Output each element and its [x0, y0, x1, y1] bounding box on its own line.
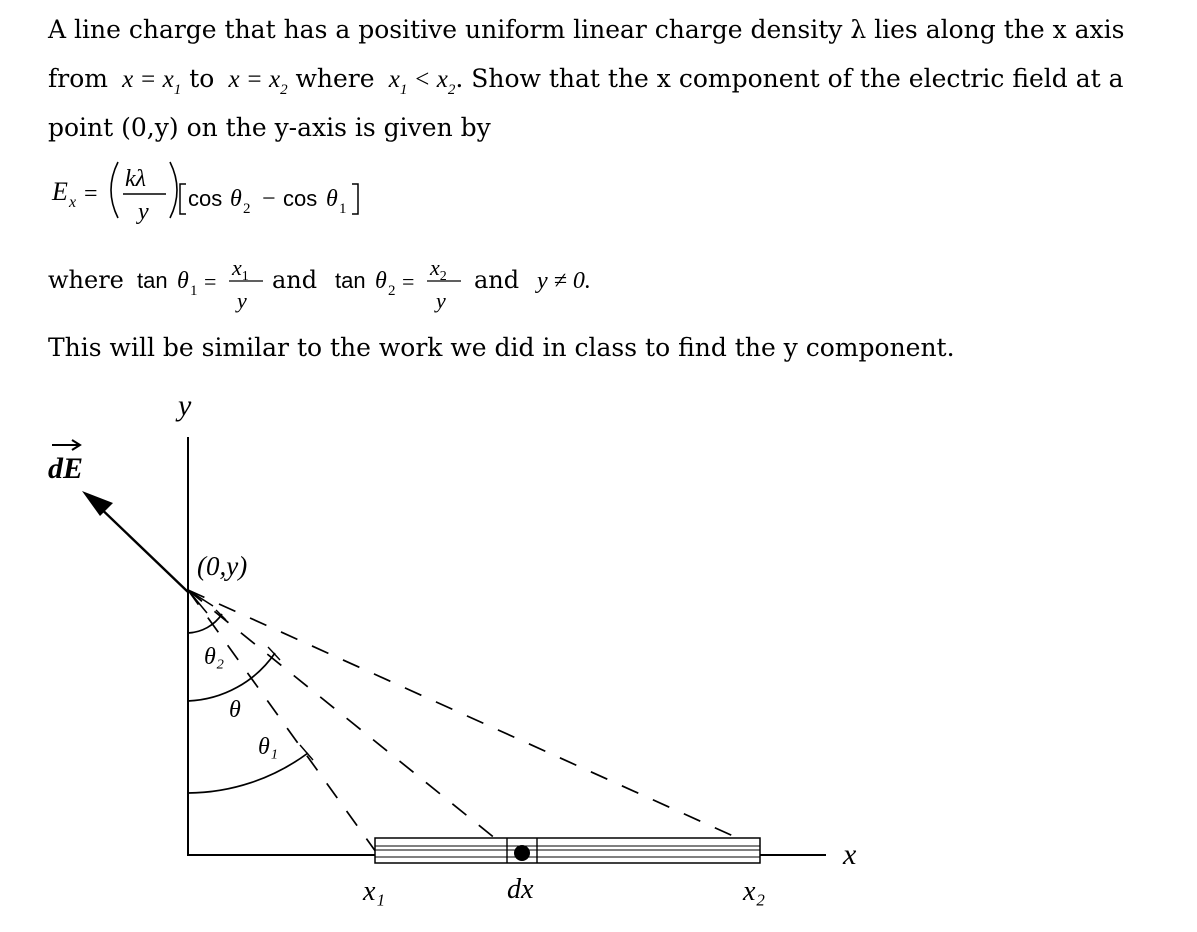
formula-right-bracket: [352, 184, 358, 214]
problem-line-1: [48, 15, 1124, 45]
theta-label: θ: [229, 697, 241, 723]
tan-2-sub: 2: [388, 283, 396, 299]
x2-label: x₂: [743, 876, 766, 907]
tan-2-theta: θ: [375, 268, 387, 294]
formula-left-bracket: [180, 184, 186, 214]
math-x1-less-x2: $x_1 < x_2$: [382, 66, 456, 98]
point-label: (0,y): [197, 551, 248, 581]
de-vector-head: [82, 491, 113, 516]
math-x-equals-x1: $x = x_1$: [115, 66, 182, 98]
where-conditions: [0, 250, 700, 325]
formula-theta-1: θ: [326, 186, 338, 212]
formula-lhs: E: [52, 177, 68, 206]
formula-right-paren: [170, 162, 177, 218]
frac-2-den: y: [436, 288, 446, 313]
tan-1: tan: [137, 268, 168, 293]
tan-1-sub: 1: [190, 283, 198, 299]
theta1-arc: [188, 753, 308, 793]
tan-2-equals: =: [402, 269, 415, 294]
frac-1-num: $x_1$: [232, 255, 249, 284]
dashed-line-to-x2: [188, 590, 742, 840]
line-charge-figure: [0, 380, 1197, 932]
problem-line-2-tail: . Show that the x component of the electric field at a: [455, 64, 1124, 93]
tan-1-theta: θ: [177, 268, 189, 294]
formula-lhs-sub: x: [69, 194, 77, 211]
x-axis-label: x: [843, 838, 857, 871]
math-x-equals-x2: $x = x_2$: [222, 66, 288, 98]
formula-sub-2: 2: [243, 201, 251, 217]
theta1-label: θ₁: [258, 734, 279, 760]
tan-2: tan: [335, 268, 366, 293]
formula-numerator: kλ: [125, 166, 147, 192]
formula-cos-2: cos: [283, 186, 318, 211]
formula-minus: −: [262, 186, 276, 212]
to-word: to: [189, 64, 215, 93]
problem-line-1-text: A line charge that has a positive uniform linear charge density λ lies along the x axis: [48, 15, 1125, 44]
theta-arc: [188, 653, 275, 701]
de-vector-shaft: [92, 500, 188, 592]
formula-denominator: y: [138, 199, 149, 225]
frac-1-den: y: [237, 288, 247, 313]
de-vector-label: dE: [48, 452, 84, 485]
and-1: and: [272, 266, 318, 294]
problem-line-2: [48, 64, 1124, 98]
y-not-zero: y ≠ 0.: [537, 268, 591, 294]
problem-line-3-text: point (0,y) on the y-axis is given by: [48, 113, 491, 142]
from-word: from: [48, 64, 108, 93]
where-conditions-where: where: [48, 266, 124, 294]
problem-line-3: [48, 113, 491, 143]
where-word: where: [295, 64, 375, 93]
formula-left-paren: [111, 162, 118, 218]
problem-line-4: [48, 333, 955, 363]
frac-2-num: $x_2$: [430, 255, 447, 284]
theta2-label: θ₂: [204, 644, 225, 670]
ex-formula: [0, 150, 400, 250]
tan-1-equals: =: [204, 269, 217, 294]
dx-charge-element: [514, 845, 530, 861]
dashed-line-to-x1: [188, 590, 376, 852]
y-axis-label: y: [178, 389, 192, 422]
formula-equals: =: [84, 181, 98, 207]
theta-arc-tick: [268, 647, 280, 660]
formula-theta-2: θ: [230, 186, 242, 212]
formula-cos-1: cos: [188, 186, 223, 211]
field-arrow-tails: [188, 590, 213, 613]
and-2: and: [474, 266, 520, 294]
x1-label: x₁: [363, 876, 386, 907]
formula-sub-1: 1: [339, 201, 347, 217]
problem-line-4-text: This will be similar to the work we did in class to find the y component.: [48, 333, 955, 362]
dx-label: dx: [507, 874, 534, 905]
